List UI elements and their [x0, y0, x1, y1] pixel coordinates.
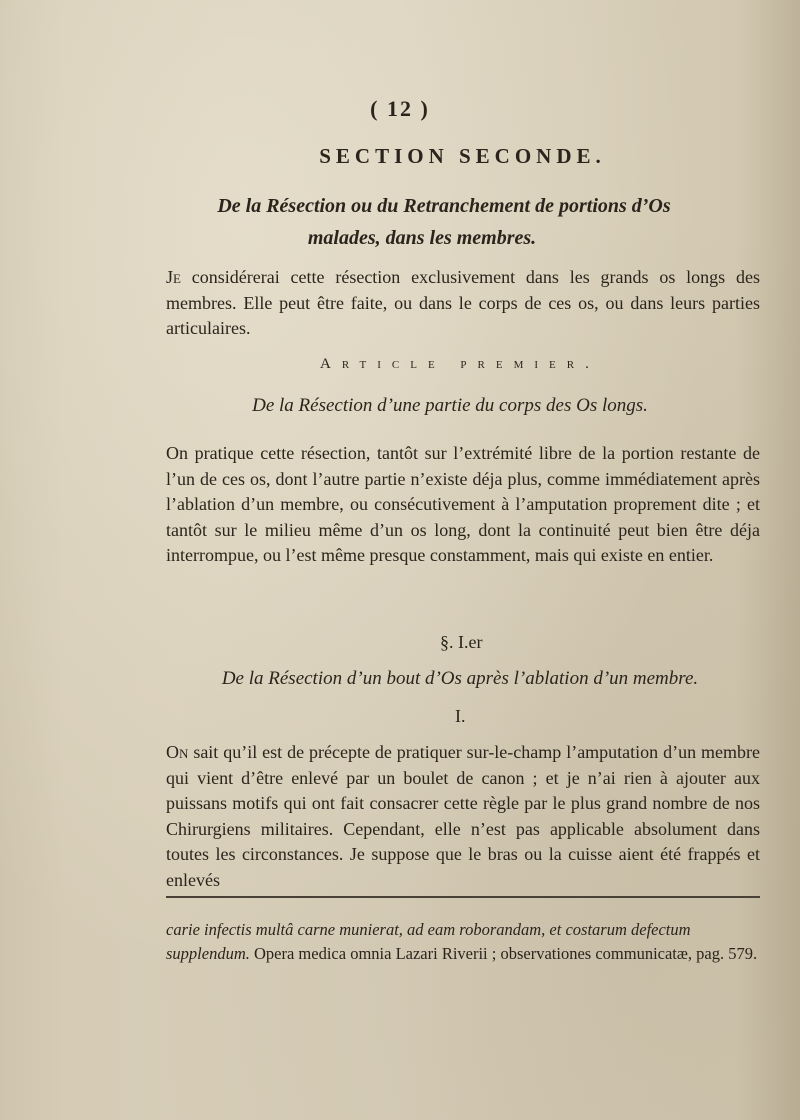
footnote-divider [166, 896, 760, 898]
page-number: ( 12 ) [370, 96, 430, 121]
main-paragraph [166, 740, 760, 893]
footnote [166, 918, 760, 966]
intro-first-word: Je [166, 267, 181, 287]
section-title: SECTION SECONDE. [319, 144, 606, 168]
article-heading: De la Résection d’une partie du corps des Os longs. [252, 395, 648, 416]
intro-text: considérerai cette résection exclusivement dans les grands os longs des membres. Elle peut être faite, ou dans le corps de ces os, ou dans leurs parties articulaires. [166, 267, 760, 338]
paragraph-heading: De la Résection d’un bout d’Os après l’ablation d’un membre. [221, 668, 699, 689]
main-text: sait qu’il est de précepte de pratiquer sur-le-champ l’amputation d’un membre qui vient d’être enlevé par un boulet de canon ; et je n’ai rien à ajouter aux puissans motifs qui ont fait consacrer cette règle par le plus grand nombre de nos Chirurgiens militaires. Cependant, elle n’est pas applicable absolument dans toutes les circonstances. Je suppose que le bras ou la cuisse aient été frappés et enlevés [166, 742, 760, 890]
footnote-italic: carie infectis multâ carne munierat, ad eam roborandam, et costarum defectum supplendum. [166, 920, 691, 963]
main-first-word: On [166, 742, 189, 762]
intro-paragraph [166, 265, 760, 342]
section-subtitle-line-1: De la Résection ou du Retranchement de portions d’Os [217, 195, 671, 217]
article-title: Article premier. [320, 356, 600, 372]
footnote-roman: Opera medica omnia Lazari Riverii ; observationes communicatæ, pag. 579. [249, 944, 758, 963]
roman-numeral: I. [455, 706, 466, 726]
section-subtitle-line-2: malades, dans les membres. [307, 227, 537, 249]
paragraph-sign: §. I.er [440, 632, 483, 652]
article-paragraph: On pratique cette résection, tantôt sur l’extrémité libre de la portion restante de l’un de ces os, dont l’autre partie n’existe déja plus, comme immédiatement après l’ablation d’un membre, ou consécutivement à l’amputation proprement dite ; et tantôt sur le milieu même d’un os long, dont la continuité peut bien être déja interrompue, ou l’est même presque constamment, mais qui existe en entier. [166, 443, 760, 565]
